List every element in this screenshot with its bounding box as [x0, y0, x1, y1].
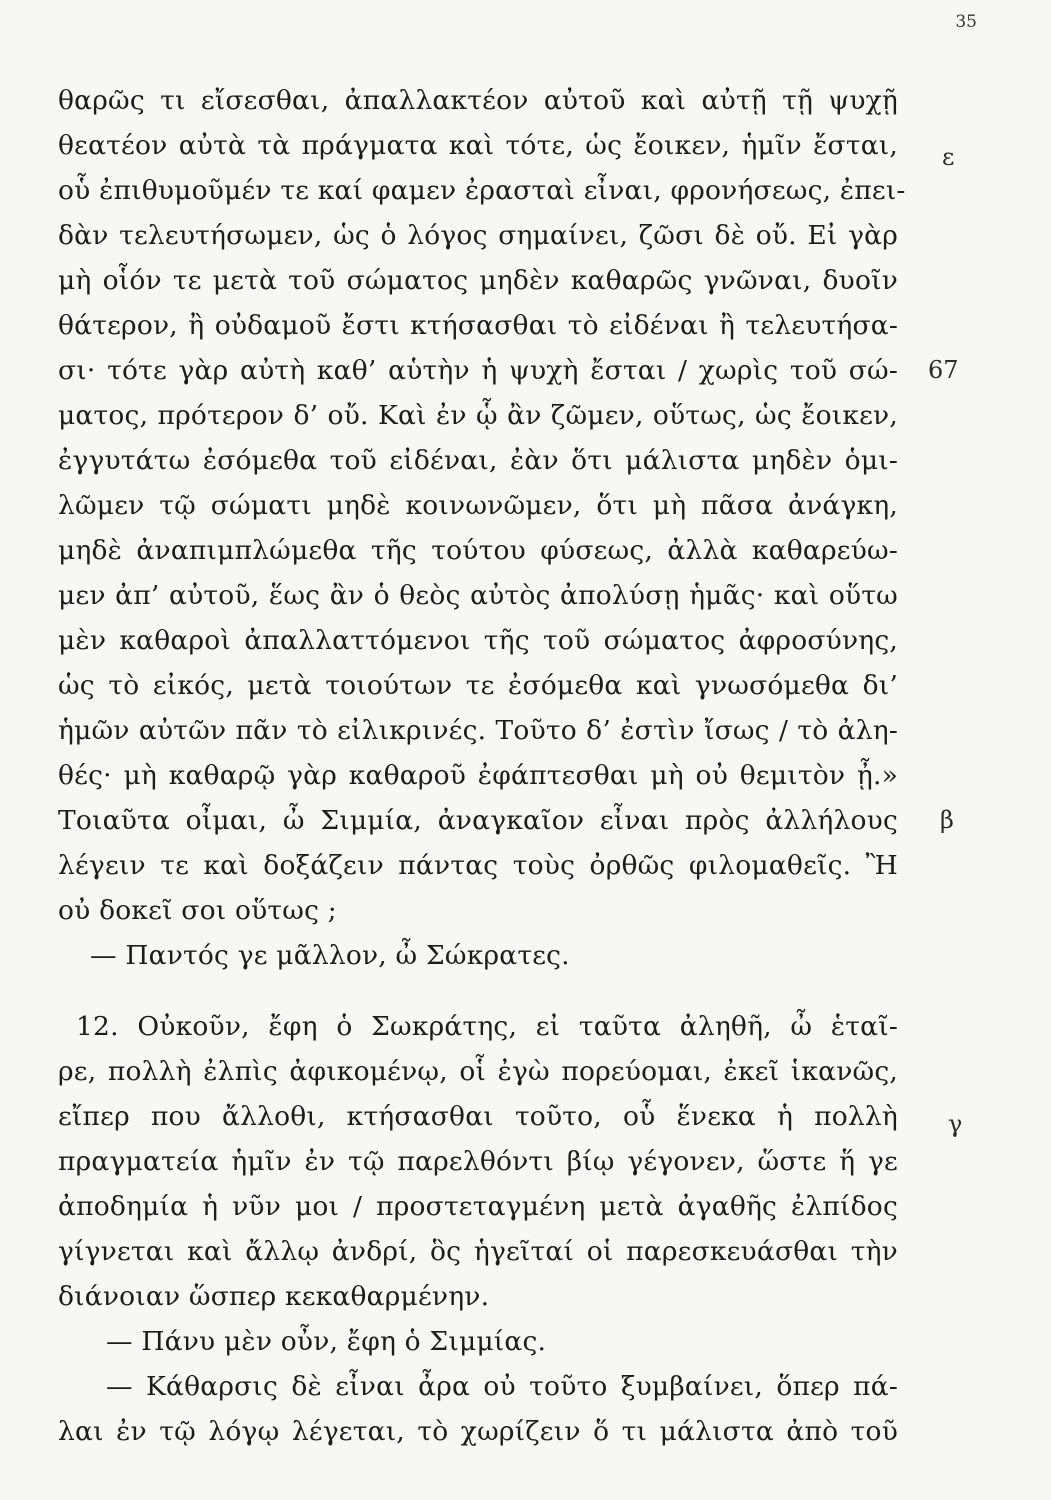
text-line: οὗ ἐπιθυμοῦμέν τε καί φαμεν ἐρασταὶ εἶναι, φρονήσεως, ἐπει- — [58, 175, 906, 206]
text-line: λαι ἐν τῷ λόγῳ λέγεται, τὸ χωρίζειν ὅ τι μάλιστα ἀπὸ τοῦ — [58, 1416, 898, 1447]
dialogue-line: — Πάνυ μὲν οὖν, ἔφη ὁ Σιμμίας. — [106, 1326, 547, 1357]
text-line: ματος, πρότερον δ’ οὔ. Καὶ ἐν ᾧ ἂν ζῶμεν, οὕτως, ὡς ἔοικεν, — [58, 400, 898, 431]
text-line: θαρῶς τι εἴσεσθαι, ἀπαλλακτέον αὐτοῦ καὶ αὐτῇ τῇ ψυχῇ — [58, 85, 898, 116]
text-line: θές· μὴ καθαρῷ γὰρ καθαροῦ ἐφάπτεσθαι μὴ οὐ θεμιτὸν ᾖ.» — [58, 760, 898, 791]
page-number: 35 — [955, 12, 977, 32]
text-line: λῶμεν τῷ σώματι μηδὲ κοινωνῶμεν, ὅτι μὴ πᾶσα ἀνάγκη, — [58, 490, 898, 521]
text-line: ἡμῶν αὐτῶν πᾶν τὸ εἰλικρινές. Τοῦτο δ’ ἐστὶν ἴσως / τὸ ἀλη- — [58, 715, 898, 746]
margin-letter-beta: β — [940, 806, 954, 834]
text-line: σι· τότε γὰρ αὐτὴ καθ’ αὑτὴν ἡ ψυχὴ ἔσται / χωρὶς τοῦ σώ- — [58, 355, 898, 386]
text-line: θεατέον αὐτὰ τὰ πράγματα καὶ τότε, ὡς ἔοικεν, ἡμῖν ἔσται, — [58, 130, 898, 161]
text-line: δὰν τελευτήσωμεν, ὡς ὁ λόγος σημαίνει, ζῶσι δὲ οὔ. Εἰ γὰρ — [58, 220, 898, 251]
text-line: οὐ δοκεῖ σοι οὕτως ; — [58, 895, 337, 926]
text-line: γίγνεται καὶ ἄλλῳ ἀνδρί, ὃς ἡγεῖταί οἱ παρεσκευάσθαι τὴν — [58, 1236, 898, 1267]
text-line: μηδὲ ἀναπιμπλώμεθα τῆς τούτου φύσεως, ἀλλὰ καθαρεύω- — [58, 535, 898, 566]
text-line: ἀποδημία ἡ νῦν μοι / προστεταγμένη μετὰ ἀγαθῆς ἐλπίδος — [58, 1191, 898, 1222]
text-line: Τοιαῦτα οἶμαι, ὦ Σιμμία, ἀναγκαῖον εἶναι πρὸς ἀλλήλους — [58, 805, 898, 836]
text-line: πραγματεία ἡμῖν ἐν τῷ παρελθόντι βίῳ γέγονεν, ὥστε ἥ γε — [58, 1146, 898, 1177]
margin-letter-epsilon: ε — [942, 143, 955, 171]
dialogue-line: — Κάθαρσις δὲ εἶναι ἆρα οὐ τοῦτο ξυμβαίνει, ὅπερ πά- — [106, 1371, 898, 1402]
text-line: ὡς τὸ εἰκός, μετὰ τοιούτων τε ἐσόμεθα καὶ γνωσόμεθα δι’ — [58, 670, 898, 701]
text-line: θάτερον, ἢ οὐδαμοῦ ἔστι κτήσασθαι τὸ εἰδέναι ἢ τελευτήσα- — [58, 310, 898, 341]
text-line: μὴ οἷόν τε μετὰ τοῦ σώματος μηδὲν καθαρῶς γνῶναι, δυοῖν — [58, 265, 898, 296]
text-line: ἐγγυτάτω ἐσόμεθα τοῦ εἰδέναι, ἐὰν ὅτι μάλιστα μηδὲν ὁμι- — [58, 445, 898, 476]
dialogue-line: — Παντός γε μᾶλλον, ὦ Σώκρατες. — [90, 940, 570, 971]
text-line: μεν ἀπ’ αὐτοῦ, ἕως ἂν ὁ θεὸς αὐτὸς ἀπολύσῃ ἡμᾶς· καὶ οὕτω — [58, 580, 898, 611]
text-line: λέγειν τε καὶ δοξάζειν πάντας τοὺς ὀρθῶς φιλομαθεῖς. Ἢ — [58, 850, 898, 881]
margin-stephanus-number: 67 — [928, 356, 959, 384]
text-line: μὲν καθαροὶ ἀπαλλαττόμενοι τῆς τοῦ σώματος ἀφροσύνης, — [58, 625, 898, 656]
text-line: εἴπερ που ἄλλοθι, κτήσασθαι τοῦτο, οὗ ἕνεκα ἡ πολλὴ — [58, 1101, 898, 1132]
text-line: ρε, πολλὴ ἐλπὶς ἀφικομένῳ, οἷ ἐγὼ πορεύομαι, ἐκεῖ ἱκανῶς, — [58, 1056, 898, 1087]
margin-letter-gamma: γ — [948, 1110, 963, 1138]
section-start-line: 12. Οὐκοῦν, ἔφη ὁ Σωκράτης, εἰ ταῦτα ἀληθῆ, ὦ ἑταῖ- — [76, 1011, 898, 1042]
text-line: διάνοιαν ὥσπερ κεκαθαρμένην. — [58, 1281, 490, 1312]
